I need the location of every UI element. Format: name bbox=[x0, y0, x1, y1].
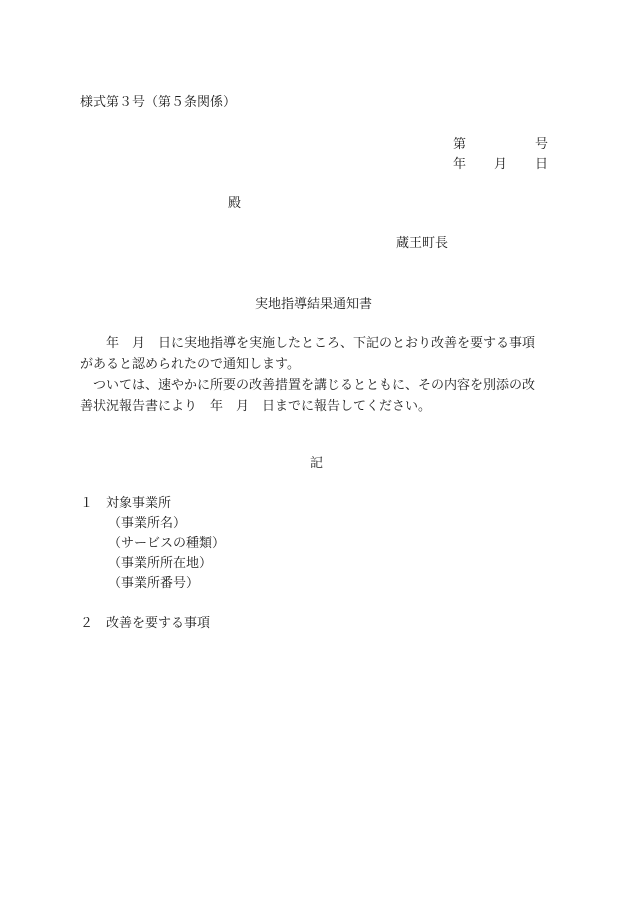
addressee-honorific: 殿 bbox=[228, 196, 242, 211]
section-1-number: １ bbox=[80, 496, 94, 511]
body-paragraph-1 bbox=[80, 333, 552, 375]
section-1-title: 対象事業所 bbox=[106, 496, 172, 511]
body-paragraph-2-line-2: 善状況報告書により 年 月 日までに報告してください。 bbox=[80, 399, 432, 414]
ki-heading: 記 bbox=[310, 456, 324, 471]
section-2-title: 改善を要する事項 bbox=[106, 616, 211, 631]
body-paragraph-2-line-1: ついては、速やかに所要の改善措置を講じるとともに、その内容を別添の改 bbox=[80, 378, 536, 393]
issue-number-label: 第 bbox=[453, 137, 467, 152]
date-day-label: 日 bbox=[535, 157, 549, 172]
section-1-item-address: （事業所所在地） bbox=[108, 556, 213, 571]
document-title: 実地指導結果通知書 bbox=[255, 297, 373, 312]
sender-name: 蔵王町長 bbox=[396, 236, 449, 251]
section-2-number: ２ bbox=[80, 616, 94, 631]
issue-number-suffix: 号 bbox=[535, 137, 549, 152]
section-2-heading bbox=[80, 617, 210, 630]
section-1-heading bbox=[80, 497, 171, 510]
section-1-item-business-name: （事業所名） bbox=[108, 516, 187, 531]
section-1-item-service-type: （サービスの種類） bbox=[108, 536, 226, 551]
date-year-label: 年 bbox=[453, 157, 467, 172]
form-number: 様式第３号（第５条関係） bbox=[80, 95, 237, 110]
body-paragraph-1-line-2: があると認められたので通知します。 bbox=[80, 357, 300, 372]
body-paragraph-1-line-1: 年 月 日に実地指導を実施したところ、下記のとおり改善を要する事項 bbox=[80, 336, 536, 351]
body-paragraph-2 bbox=[80, 375, 552, 417]
date-month-label: 月 bbox=[494, 157, 508, 172]
section-1-item-business-number: （事業所番号） bbox=[108, 576, 200, 591]
